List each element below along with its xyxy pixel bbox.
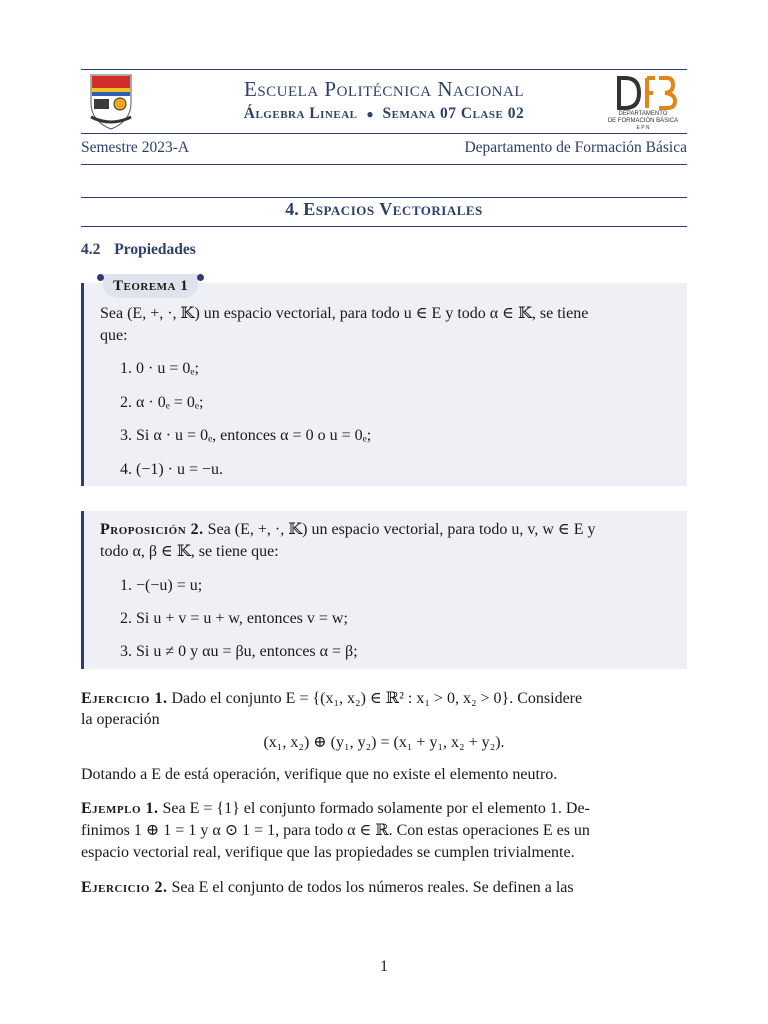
- exercise1-line-2: la operación: [81, 711, 160, 728]
- proposition-item-1: 1. −(−u) = u;: [120, 577, 203, 594]
- proposition-label: Proposición 2.: [100, 521, 204, 538]
- proposition-line-1: [100, 519, 672, 541]
- section-title: Propiedades: [114, 241, 196, 258]
- header-top-rule: [81, 69, 687, 70]
- theorem-item-3: 3. Si α · u = 0ₑ, entonces α = 0 o u = 0ₑ;: [120, 427, 372, 444]
- chapter-bottom-rule: [81, 226, 687, 227]
- session-label: Semana 07 Clase 02: [382, 105, 525, 122]
- proposition-item-2: 2. Si u + v = u + w, entonces v = w;: [120, 610, 348, 627]
- dfb-logo-icon: [603, 74, 683, 130]
- proposition-intro-line-2: todo α, β ∈ 𝕂, se tiene que:: [100, 543, 279, 560]
- exercise1-line-1: [81, 688, 687, 710]
- course-name: Álgebra Lineal: [243, 105, 358, 122]
- proposition-item-3: 3. Si u ≠ 0 y αu = βu, entonces α = β;: [120, 643, 358, 660]
- proposition-intro-line-1: Sea (E, +, ·, 𝕂) un espacio vectorial, para todo u, v, w ∈ E y: [207, 521, 596, 538]
- theorem-label: Teorema 1: [103, 274, 198, 298]
- semester-label: Semestre 2023-A: [81, 139, 190, 156]
- exercise1-text-1: Dado el conjunto E = {(x₁, x₂) ∈ ℝ² : x₁ > 0, x₂ > 0}. Considere: [171, 690, 583, 707]
- exercise1-formula: (x₁, x₂) ⊕ (y₁, y₂) = (x₁ + y₁, x₂ + y₂).: [263, 734, 505, 751]
- chapter-top-rule: [81, 197, 687, 198]
- chapter-name: Espacios Vectoriales: [303, 199, 483, 219]
- example1-line-1: [81, 798, 687, 820]
- dfb-logo-line-2: DE FORMACIÓN BÁSICA: [607, 118, 679, 124]
- example1-line-2: finimos 1 ⊕ 1 = 1 y α ⊙ 1 = 1, para todo α ∈ ℝ. Con estas operaciones E es un: [81, 822, 590, 839]
- theorem-intro-line-2: que:: [100, 327, 128, 344]
- exercise2-text-1: Sea E el conjunto de todos los números reales. Se definen a las: [171, 879, 574, 896]
- theorem-item-1: 1. 0 · u = 0ₑ;: [120, 360, 199, 377]
- dfb-logo-line-3: E P N: [636, 125, 650, 130]
- header-bottom-rule: [81, 164, 687, 165]
- exercise1-line-3: Dotando a E de está operación, verifique que no existe el elemento neutro.: [81, 766, 558, 783]
- theorem-intro-line-1: Sea (E, +, ·, 𝕂) un espacio vectorial, para todo u ∈ E y todo α ∈ 𝕂, se tiene: [100, 305, 589, 322]
- school-name: Escuela Politécnica Nacional: [244, 77, 524, 101]
- header-mid-rule: [81, 133, 687, 134]
- header-separator: ●: [366, 107, 374, 121]
- example1-label: Ejemplo 1.: [81, 800, 159, 817]
- department-label: Departamento de Formación Básica: [464, 139, 687, 156]
- exercise2-line-1: [81, 877, 687, 899]
- section-number: 4.2: [81, 241, 101, 258]
- section-heading: [81, 241, 196, 259]
- chapter-title: [0, 199, 768, 220]
- page-number: 1: [380, 958, 388, 975]
- theorem-item-2: 2. α · 0ₑ = 0ₑ;: [120, 394, 204, 411]
- example1-line-3: espacio vectorial real, verifique que las propiedades se cumplen trivialmente.: [81, 844, 575, 861]
- theorem-item-4: 4. (−1) · u = −u.: [120, 461, 224, 478]
- exercise2-label: Ejercicio 2.: [81, 879, 168, 896]
- dfb-logo-line-1: DEPARTAMENTO: [618, 111, 668, 117]
- exercise1-label: Ejercicio 1.: [81, 690, 168, 707]
- chapter-number: 4.: [285, 199, 299, 219]
- example1-text-1: Sea E = {1} el conjunto formado solamente por el elemento 1. De-: [162, 800, 590, 817]
